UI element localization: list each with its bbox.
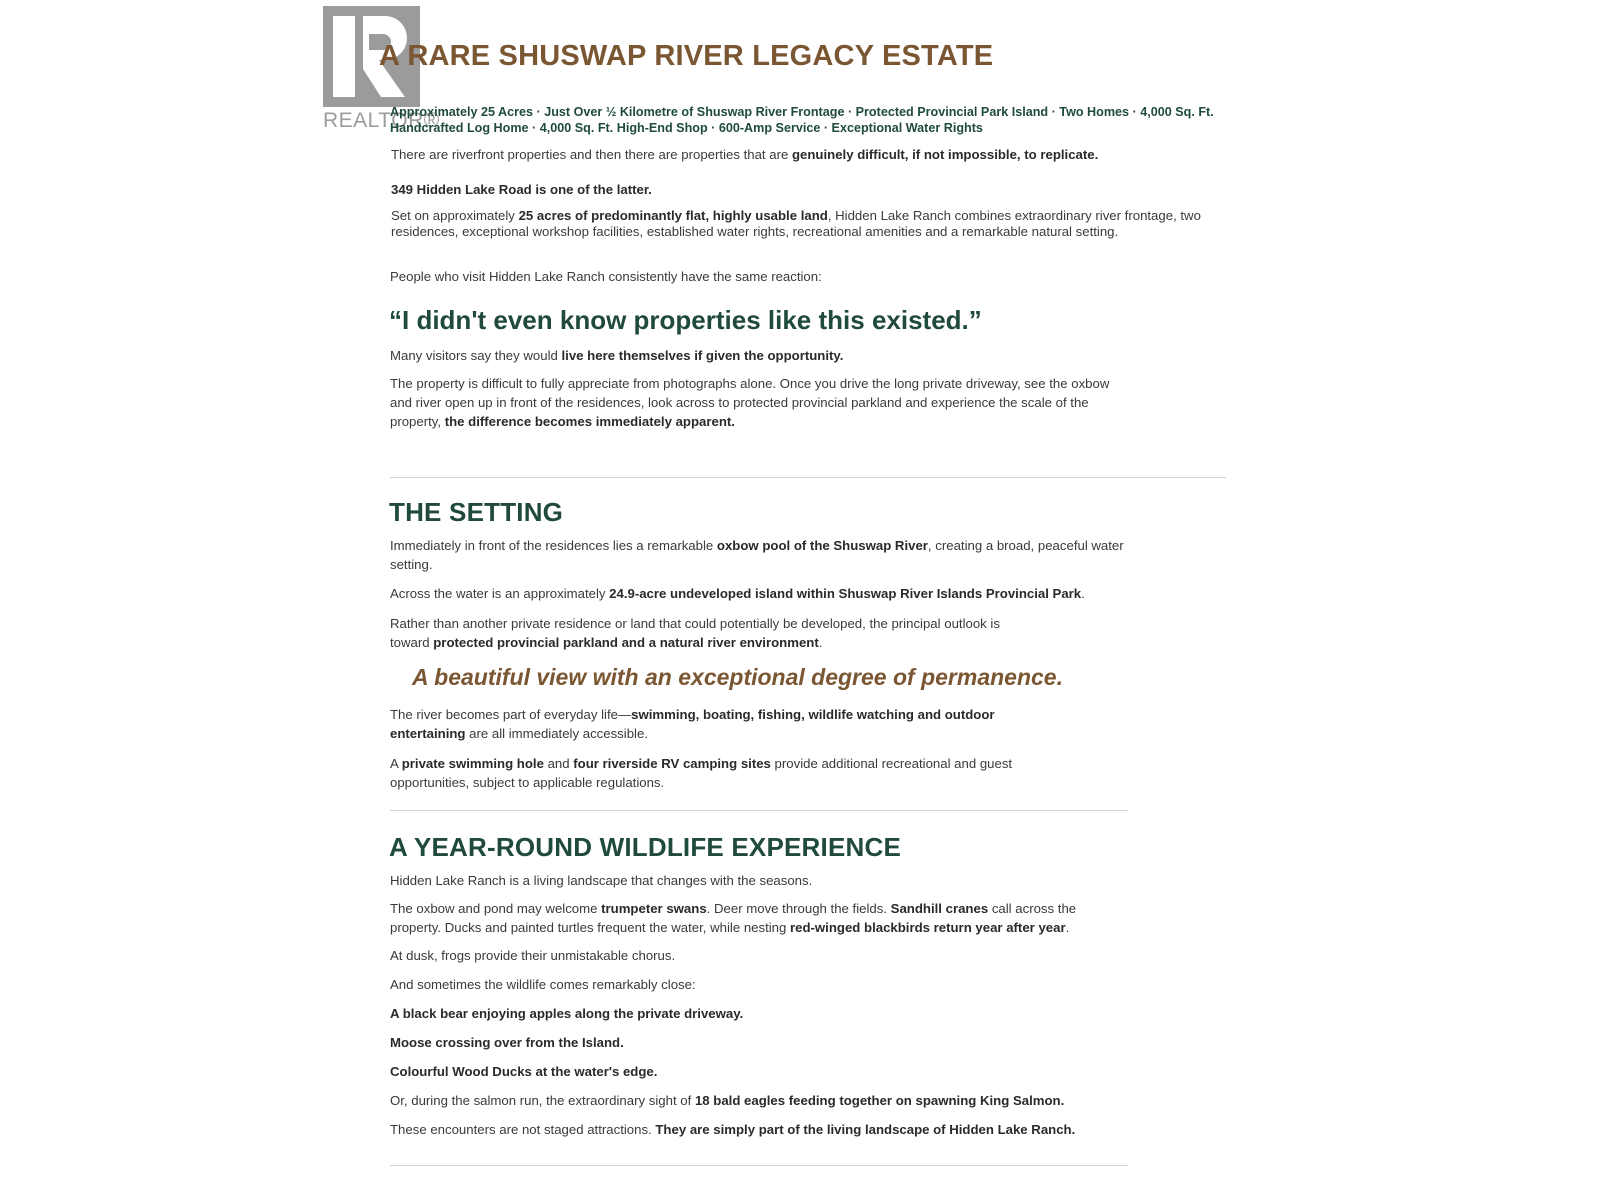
realtor-wordmark: REALTOR® [323,109,440,132]
outlook-text-a: Rather than another private residence or land that could potentially be developed, the principal outlook is toward [390,616,1000,650]
close-encounters-lead: And sometimes the wildlife comes remarkably close: [390,977,696,992]
living-landscape-text: These encounters are not staged attractions. [390,1122,656,1137]
feature-summary: Approximately 25 Acres · Just Over ½ Kilometre of Shuswap River Frontage · Protected Provincial Park Island · Two Homes · 4,000 Sq. Ft. Handcrafted Log Home · 4,000 Sq. Ft. High-End Shop · 600-Amp Service · Exceptional Water Rights [390,105,1214,135]
oxbow-text-c: , creating a broad, peaceful water setting. [390,538,1124,572]
photographs-emphasis: the difference becomes immediately apparent. [444,414,735,429]
visitors-emphasis: live here themselves if given the opportunity. [561,348,844,363]
river-life-text-a: The river becomes part of everyday life— [390,707,632,722]
recreation-emphasis-b: four riverside RV camping sites [573,756,771,771]
section-divider [390,810,1128,811]
photographs-text: The property is difficult to fully appreciate from photographs alone. Once you drive the long private driveway, see the oxbow and river open up in front of the residences, look across to protected provincial parkland and experience the scale of the property, [390,376,1110,429]
river-life-paragraph [390,705,1050,743]
species-paragraph [390,899,1130,937]
section-divider [390,1165,1128,1166]
overview-text-c: , Hidden Lake Ranch combines extraordinary river frontage, two residences, exceptional workshop facilities, established water rights, recreational amenities and a remarkable natural setting. [391,208,1201,239]
outlook-paragraph [390,614,1040,652]
recreation-emphasis-a: private swimming hole [401,756,544,771]
island-emphasis: 24.9-acre undeveloped island within Shuswap River Islands Provincial Park [609,586,1082,601]
visitor-quote: “I didn't even know properties like this existed.” [389,305,982,335]
species-emphasis-cranes: Sandhill cranes [890,901,989,916]
encounter-wood-ducks [390,1062,1250,1081]
recreation-text-e: provide additional recreational and guest opportunities, subject to applicable regulations. [390,756,1013,790]
address-statement [391,180,1251,199]
living-landscape-emphasis: They are simply part of the living landscape of Hidden Lake Ranch. [655,1122,1076,1137]
page-title: A RARE SHUSWAP RIVER LEGACY ESTATE [379,40,994,72]
encounter-bear [390,1004,1250,1023]
salmon-run-text: Or, during the salmon run, the extraordinary sight of [390,1093,695,1108]
moose-text: Moose crossing over from the Island. [390,1035,624,1050]
address-text: 349 Hidden Lake Road is one of the latter. [391,182,652,197]
property-overview [391,208,1211,240]
species-text-a: The oxbow and pond may welcome [390,901,602,916]
salmon-run-emphasis: 18 bald eagles feeding together on spawning King Salmon. [694,1093,1065,1108]
species-text-g: . [1065,920,1070,935]
encounter-moose [390,1033,1250,1052]
permanence-pull-quote: A beautiful view with an exceptional degree of permanence. [412,664,1063,690]
photographs-paragraph [390,374,1130,431]
species-text-c: . Deer move through the fields. [706,901,891,916]
section-divider [390,477,1226,478]
recreation-text-c: and [543,756,574,771]
visitors-paragraph [390,346,1250,365]
setting-heading: THE SETTING [389,497,564,527]
recreation-paragraph [390,754,1070,792]
seasons-paragraph: Hidden Lake Ranch is a living landscape that changes with the seasons. [390,873,813,888]
river-life-text-c: are all immediately accessible. [465,726,648,741]
outlook-text-c: . [818,635,823,650]
wildlife-heading: A YEAR-ROUND WILDLIFE EXPERIENCE [389,832,901,862]
living-landscape-paragraph [390,1120,1250,1139]
wood-ducks-text: Colourful Wood Ducks at the water's edge. [390,1064,658,1079]
bear-text: A black bear enjoying apples along the private driveway. [390,1006,744,1021]
salmon-run-paragraph [390,1091,1250,1110]
species-text-e: call across the property. Ducks and painted turtles frequent the water, while nesting [390,901,1077,935]
island-text-c: . [1081,586,1085,601]
visitor-reaction-lead: People who visit Hidden Lake Ranch consistently have the same reaction: [390,269,822,284]
intro-text: There are riverfront properties and then there are properties that are [391,147,792,162]
frogs-paragraph: At dusk, frogs provide their unmistakable chorus. [390,948,676,963]
species-emphasis-blackbirds: red-winged blackbirds return year after year [790,920,1066,935]
overview-text-a: Set on approximately [391,208,519,223]
overview-emphasis: 25 acres of predominantly flat, highly usable land [518,208,828,223]
intro-paragraph [391,145,1251,164]
island-text-a: Across the water is an approximately [390,586,610,601]
oxbow-paragraph [390,536,1130,574]
oxbow-text-a: Immediately in front of the residences lies a remarkable [390,538,717,553]
species-emphasis-swans: trumpeter swans [601,901,707,916]
outlook-emphasis: protected provincial parkland and a natural river environment [433,635,819,650]
visitors-text: Many visitors say they would [390,348,562,363]
island-paragraph [390,584,1250,603]
oxbow-emphasis: oxbow pool of the Shuswap River [716,538,928,553]
intro-emphasis: genuinely difficult, if not impossible, to replicate. [791,147,1099,162]
river-life-emphasis: swimming, boating, fishing, wildlife watching and outdoor entertaining [390,707,995,741]
recreation-text-a: A [390,756,402,771]
